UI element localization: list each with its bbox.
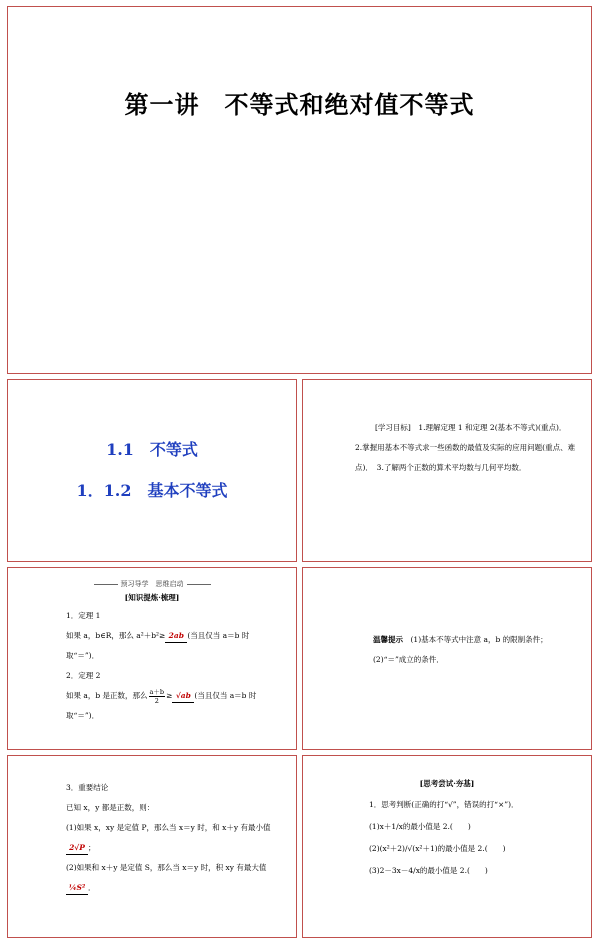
practice-heading: [思考尝试·夯基] [419,779,475,788]
tip-text-1: (1)基本不等式中注意 a，b 的限制条件； [410,635,548,644]
knowledge-heading: [知识提炼·梳理] [124,593,180,602]
tip-label: 温馨提示 [373,635,403,644]
theorem1-pre: 如果 a，b∈R，那么 a²＋b²≥ [66,631,166,640]
fraction-numerator: a＋b [149,687,165,696]
conclusion-2 [66,858,278,898]
theorem1-title: 1．定理 1 [66,611,101,620]
banner-divider-right [187,584,211,585]
preview-banner [8,579,296,589]
slide-theorems [7,567,297,750]
conclusions-body [66,778,278,898]
slide-title [7,6,592,374]
question-1: (1)x＋1/x的最小值是 2.( ) [369,822,471,831]
theorem1-blank [165,630,187,643]
banner-text: 预习导学 思维启动 [120,580,184,588]
theorem2-blank [172,690,194,703]
theorem1-answer: 2ab [168,631,184,640]
goals-text: [学习目标] 1.理解定理 1 和定理 2(基本不等式)(重点)． 2.掌握用基本不等式求一些函数的最值及实际的应用问题(重点、难点)． 3.了解两个正数的算术平均数与几何平均数． [355,423,576,472]
theorem2-pre: 如果 a，b 是正数，那么 [66,691,148,700]
slide-tip [302,567,592,750]
conclusion2-post: ． [88,883,96,892]
lecture-title: 第一讲 不等式和绝对值不等式 [124,91,475,119]
conclusion1-text: (1)如果 x，xy 是定值 P，那么当 x＝y 时，和 x＋y 有最小值 [66,823,271,832]
learning-goals [355,418,577,478]
slide-section [7,379,297,562]
conclusions-intro: 已知 x，y 都是正数，则： [66,803,155,812]
slide-goals [302,379,592,562]
conclusion2-blank [66,882,88,895]
tip-line-2: (2)“＝”成立的条件． [373,655,444,664]
conclusions-heading: 3．重要结论 [66,783,109,792]
question-3: (3)2－3x－4/x的最小值是 2.( ) [369,866,488,875]
question-intro: 1．思考判断(正确的打“√”，错误的打“×”)． [369,800,519,809]
theorem1-statement [66,626,278,666]
conclusion1-answer: 2√P [69,843,85,852]
conclusion2-answer: ¼S² [68,883,86,892]
practice-questions [369,794,577,882]
conclusion1-blank [66,842,88,855]
conclusion2-text: (2)如果和 x＋y 是定值 S，那么当 x＝y 时，积 xy 有最大值 [66,863,267,872]
conclusion1-post: ； [88,843,96,852]
tip-box [373,630,575,670]
theorem2-statement [66,686,278,726]
conclusion-1 [66,818,278,858]
theorem2-post: (当且仅当 a＝b 时取“＝”)． [66,691,257,720]
theorems-body [66,606,278,726]
banner-divider-left [94,584,118,585]
theorem2-fraction [149,688,166,705]
theorem1-post: (当且仅当 a＝b 时取“＝”)． [66,631,250,660]
slide-conclusions [7,755,297,938]
question-2: (2)(x²＋2)/√(x²＋1)的最小值是 2.( ) [369,844,506,853]
geq-sign: ≥ [166,691,173,700]
theorem2-title: 2．定理 2 [66,671,101,680]
section-title: 1.1 不等式 [106,440,198,459]
subsection-title: 1．1.2 基本不等式 [76,481,228,500]
theorem2-answer: √ab [175,691,191,700]
fraction-denominator: 2 [154,696,159,705]
tip-line-1 [373,630,575,650]
slide-practice [302,755,592,938]
